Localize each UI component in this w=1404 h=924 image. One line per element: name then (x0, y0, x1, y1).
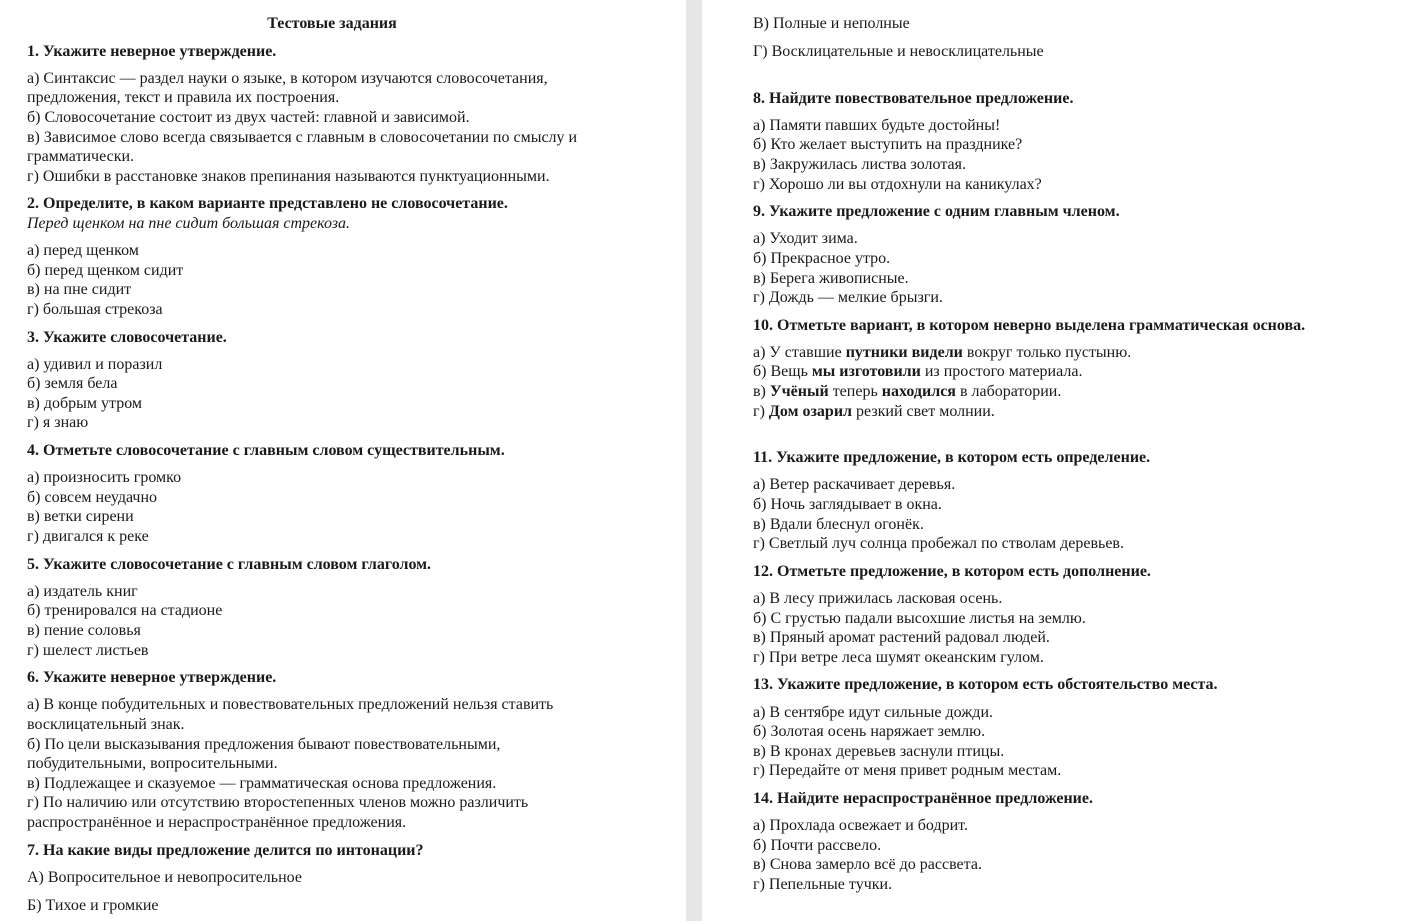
option: а) издатель книг (27, 582, 138, 600)
question-block (27, 42, 612, 187)
question-heading: 8. Найдите повествовательное предложение. (753, 89, 1074, 107)
question-heading: 5. Укажите словосочетание с главным словом глаголом. (27, 555, 432, 573)
option: в) Берега живописные. (753, 269, 909, 287)
option: г) Ошибки в расстановке знаков препинания называются пунктуационными. (27, 167, 550, 185)
option: б) Прекрасное утро. (753, 249, 891, 267)
option: а) В конце побудительных и повествовательных предложений нельзя ставить восклицательный знак. (27, 696, 554, 733)
bold-grammatical-basis: Дом озарил (768, 402, 853, 420)
option: в) ветки сирени (27, 508, 134, 526)
option: б) Ночь заглядывает в окна. (753, 496, 942, 514)
option: б) совсем неудачно (27, 488, 158, 506)
question-block (27, 441, 612, 547)
option: г) большая стрекоза (27, 300, 163, 318)
option-text: из простого материала. (920, 363, 1083, 381)
option: г) При ветре леса шумят океанским гулом. (753, 648, 1044, 666)
question-heading: 12. Отметьте предложение, в котором есть дополнение. (753, 562, 1151, 580)
option: а) произносить громко (27, 469, 182, 487)
question-example-sentence: Перед щенком на пне сидит большая стрекоза. (27, 214, 351, 232)
option: б) перед щенком сидит (27, 261, 184, 279)
option: а) В лесу прижилась ласковая осень. (753, 590, 1003, 608)
page-left (0, 0, 686, 921)
question-block (27, 668, 612, 832)
document-title: Тестовые задания (267, 15, 397, 32)
bold-grammatical-basis: Учёный (769, 383, 829, 401)
option: В) Полные и неполные (753, 15, 910, 32)
question-block (27, 555, 612, 661)
question-heading: 4. Отметьте словосочетание с главным словом существительным. (27, 442, 505, 460)
option-text: г) (753, 402, 769, 420)
option: а) удивил и поразил (27, 355, 163, 373)
option: б) Словосочетание состоит из двух частей: главной и зависимой. (27, 108, 470, 126)
option: г) Хорошо ли вы отдохнули на каникулах? (753, 175, 1042, 193)
option: г) По наличию или отсутствию второстепенных членов можно различить распространённое и нераспространённое предложения. (27, 794, 529, 831)
question-heading: 7. На какие виды предложение делится по интонации? (27, 841, 424, 859)
option: а) Уходит зима. (753, 230, 858, 248)
option: б) тренировался на стадионе (27, 602, 223, 620)
option (753, 343, 1373, 363)
option-text: в лаборатории. (955, 383, 1062, 401)
question-block (27, 841, 612, 916)
bold-grammatical-basis: путники видели (845, 343, 963, 361)
page-gap (686, 0, 702, 921)
option: А) Вопросительное и невопросительное (27, 868, 302, 886)
question-heading: 9. Укажите предложение с одним главным членом. (753, 203, 1120, 221)
option-text: б) Вещь (753, 363, 812, 381)
question-7-continuation (753, 14, 1373, 62)
option: Б) Тихое и громкие (27, 896, 159, 914)
option: г) я знаю (27, 414, 89, 432)
question-block (27, 328, 612, 434)
left-column (27, 14, 612, 924)
option-text: вокруг только пустыню. (962, 343, 1132, 361)
question-heading: 14. Найдите нераспространённое предложение. (753, 789, 1093, 807)
option: г) Светлый луч солнца пробежал по стволам деревьев. (753, 535, 1124, 553)
question-block (753, 789, 1373, 895)
option: а) Синтаксис — раздел науки о языке, в котором изучаются словосочетания, предложения, текст и правила их построения. (27, 69, 548, 107)
option: в) Снова замерло всё до рассвета. (753, 856, 982, 874)
question-heading: 11. Укажите предложение, в котором есть определение. (753, 449, 1151, 467)
option: б) По цели высказывания предложения бывают повествовательными, побудительными, вопросительными. (27, 735, 501, 773)
option (753, 402, 1373, 422)
option: б) Золотая осень наряжает землю. (753, 723, 986, 741)
option: в) Пряный аромат растений радовал людей. (753, 629, 1050, 647)
option: а) Памяти павших будьте достойны! (753, 116, 1001, 134)
question-block (27, 194, 612, 319)
option: в) добрым утром (27, 394, 143, 412)
option-text: а) У ставшие (753, 343, 846, 361)
option: г) Дождь — мелкие брызги. (753, 289, 943, 307)
page-right (702, 0, 1404, 921)
option: в) пение соловья (27, 622, 141, 639)
question-heading: 3. Укажите словосочетание. (27, 328, 227, 346)
question-block (753, 89, 1373, 195)
option: в) на пне сидит (27, 281, 132, 299)
option: г) Передайте от меня привет родным местам. (753, 762, 1062, 780)
bold-grammatical-basis: находился (881, 383, 956, 401)
bold-grammatical-basis: мы изготовили (811, 363, 921, 381)
question-heading: 10. Отметьте вариант, в котором неверно выделена грамматическая основа. (753, 316, 1306, 334)
option: а) Ветер раскачивает деревья. (753, 476, 956, 494)
option: б) Почти рассвело. (753, 836, 882, 854)
option: а) Прохлада освежает и бодрит. (753, 817, 968, 835)
option: в) Вдали блеснул огонёк. (753, 515, 924, 533)
option: Г) Восклицательные и невосклицательные (753, 42, 1044, 60)
right-column (753, 14, 1373, 903)
question-block (753, 675, 1373, 781)
option: б) С грустью падали высохшие листья на землю. (753, 609, 1086, 627)
option: в) Закружилась листва золотая. (753, 155, 966, 173)
option: в) Подлежащее и сказуемое — грамматическая основа предложения. (27, 774, 497, 792)
question-block (753, 562, 1373, 668)
option: г) шелест листьев (27, 641, 149, 659)
question-block (753, 202, 1373, 308)
option: г) двигался к реке (27, 528, 149, 546)
option: г) Пепельные тучки. (753, 875, 893, 893)
question-heading: 13. Укажите предложение, в котором есть обстоятельство места. (753, 676, 1218, 694)
option: б) Кто желает выступить на празднике? (753, 136, 1023, 154)
option: б) земля бела (27, 375, 118, 393)
option-text: теперь (828, 383, 882, 401)
question-block (753, 316, 1373, 422)
question-heading: 6. Укажите неверное утверждение. (27, 669, 277, 687)
option: в) В кронах деревьев заснули птицы. (753, 742, 1005, 760)
option (753, 362, 1373, 382)
option: а) В сентябре идут сильные дожди. (753, 703, 993, 721)
option-text: резкий свет молнии. (852, 402, 995, 420)
option: а) перед щенком (27, 242, 139, 260)
question-heading: 1. Укажите неверное утверждение. (27, 42, 277, 60)
option (753, 382, 1373, 402)
option: в) Зависимое слово всегда связывается с главным в словосочетании по смыслу и грамматически. (27, 128, 578, 166)
option-text: в) (753, 383, 770, 401)
question-block (753, 448, 1373, 554)
question-heading: 2. Определите, в каком варианте представлено не словосочетание. (27, 195, 508, 213)
